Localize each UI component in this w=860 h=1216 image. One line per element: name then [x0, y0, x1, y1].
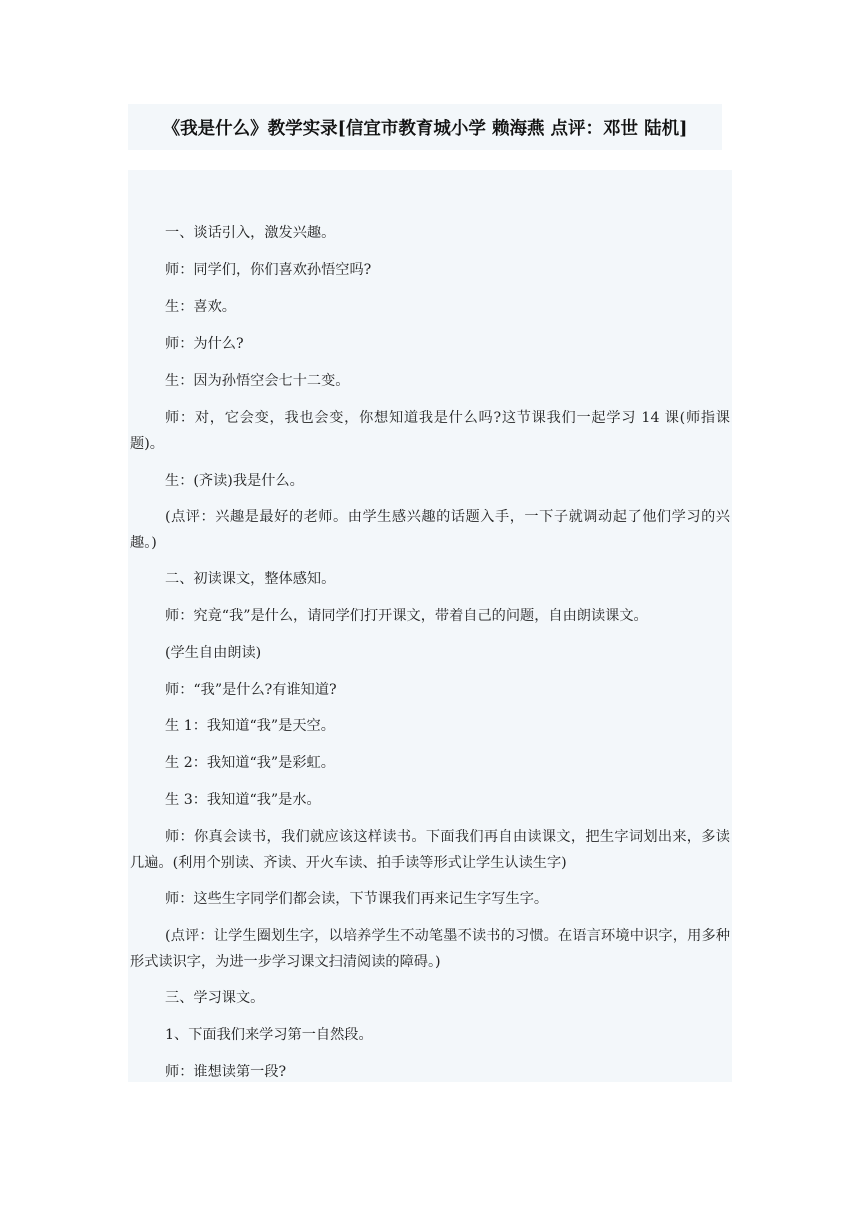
- document-title: 《我是什么》教学实录[信宜市教育城小学 赖海燕 点评：邓世 陆机]: [162, 119, 688, 139]
- dialogue-line: (学生自由朗读): [165, 645, 262, 661]
- dialogue-line: 生：因为孙悟空会七十二变。: [165, 373, 350, 389]
- dialogue-line: 1、下面我们来学习第一自然段。: [165, 1027, 373, 1043]
- dialogue-line: 师：这些生字同学们都会读，下节课我们再来记生字写生字。: [165, 891, 549, 907]
- dialogue-line: 师：同学们，你们喜欢孙悟空吗?: [165, 262, 372, 278]
- dialogue-line: 师：对，它会变，我也会变，你想知道我是什么吗?这节课我们一起学习 14 课(师指课题)。: [130, 410, 730, 452]
- dialogue-line: 师：你真会读书，我们就应该这样读书。下面我们再自由读课文，把生字词划出来，多读几遍。(利用个别读、齐读、开火车读、拍手读等形式让学生认读生字): [130, 829, 730, 871]
- dialogue-line: 生：(齐读)我是什么。: [165, 473, 304, 489]
- dialogue-line: 师：“我”是什么?有谁知道?: [165, 682, 337, 698]
- commentary: (点评：让学生圈划生字，以培养学生不动笔墨不读书的习惯。在语言环境中识字，用多种形式读识字，为进一步学习课文扫清阅读的障碍。): [130, 928, 730, 970]
- dialogue-line: 生：喜欢。: [165, 299, 236, 315]
- dialogue-line: 师：为什么?: [165, 336, 244, 352]
- section-heading-3: 三、学习课文。: [165, 990, 265, 1006]
- section-heading-2: 二、初读课文，整体感知。: [165, 571, 336, 587]
- commentary: (点评：兴趣是最好的老师。由学生感兴趣的话题入手，一下子就调动起了他们学习的兴趣。): [130, 509, 730, 551]
- dialogue-line: 生 3：我知道“我”是水。: [165, 792, 321, 808]
- dialogue-line: 师：究竟“我”是什么，请同学们打开课文，带着自己的问题，自由朗读课文。: [165, 608, 648, 624]
- dialogue-line: 生 1：我知道“我”是天空。: [165, 718, 335, 734]
- dialogue-line: 生 2：我知道“我”是彩虹。: [165, 755, 335, 771]
- title-banner: [128, 104, 722, 150]
- section-heading-1: 一、谈话引入，激发兴趣。: [165, 225, 336, 241]
- dialogue-line: 师：谁想读第一段?: [165, 1064, 287, 1080]
- document-body: [128, 170, 732, 1082]
